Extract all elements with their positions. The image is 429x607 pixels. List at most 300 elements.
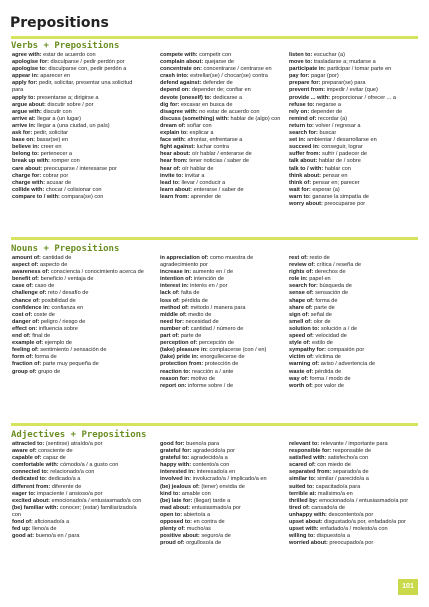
list-item: awareness of: consciencia / conocimiento acerca de [12,269,144,276]
term: pay for: [289,73,310,80]
term: dream of: [160,122,186,129]
term: worry about: [289,200,323,207]
list-item: opposed to: en contra de [160,519,225,526]
term: open to: [160,511,183,518]
list-item: prepare for: preparar(se) para [289,80,366,87]
term: group of: [12,368,37,375]
list-item: apply to: presentarse a; dirigirse a [12,94,99,101]
term: intention of: [160,276,193,283]
term: learn from: [160,193,190,200]
list-item: move to: trasladarse a; mudarse a [289,59,376,66]
list-item: open to: abierto/a a [160,511,211,518]
term: participate in: [289,66,326,73]
term: break up with: [12,158,50,165]
term: worth of: [289,382,313,389]
list-item: group of: grupo de [12,368,61,375]
list-item: cost of: coste de [12,311,55,318]
term: apologise for: [12,59,49,66]
term: proud of: [160,540,185,547]
list-item: example of: ejemplo de [12,340,73,347]
term: increase in: [160,269,192,276]
list-item: think of: pensar en; parecer [289,179,360,186]
term: end of: [12,333,31,340]
term: responsible for: [289,448,332,455]
list-item: return to: volver / regresar a [289,122,361,129]
term: think about: [289,172,322,179]
list-item: (be) late for: (llegar) tarde a [160,497,231,504]
list-item: reaction to: reacción a / ante [160,368,234,375]
list-item: suited to: capacitado/a para [289,483,361,490]
list-item: part of: parte de [160,333,202,340]
list-item: rights of: derechos de [289,269,346,276]
list-item: plenty of: mucho/as [160,526,211,533]
term: connected to: [12,469,49,476]
term: unhappy with: [289,511,327,518]
list-item: excited about: emocionado/a / entusiasmado/a con [12,497,142,504]
list-item: happy with: contento/a con [160,462,230,469]
term: protection from: [160,361,204,368]
list-item: chance of: posibilidad de [12,297,76,304]
term: grateful to: [160,455,190,462]
term: face with: [160,137,186,144]
list-item: crash into: estrellar(se) / chocar(se) contra [160,73,268,80]
list-item: worry about: preocuparse por [289,200,366,207]
term: explain to: [160,130,188,137]
term: relevant to: [289,441,320,447]
list-item: interest in: interés en / por [160,283,228,290]
term: reason for: [160,375,190,382]
term: reaction to: [160,368,191,375]
term: fight against: [160,144,196,151]
section-title: Adjectives + Prepositions [11,430,147,440]
list-item: protection from: protección de [160,361,239,368]
list-item: waste of: pérdida de [289,368,342,375]
list-item: succeed in: conseguir, lograr [289,144,363,151]
list-item: aspect of: aspecto de [12,262,68,269]
term: kind to: [160,490,181,497]
term: apply to: [12,94,36,101]
list-item: solution to: solución a / de [289,325,358,332]
term: discuss (something) with: [160,115,229,122]
term: satisfied with: [289,455,327,462]
term: aware of: [12,448,37,455]
term: confidence in: [12,304,50,311]
list-item: apply for: pedir, solicitar, presentar una solicitud para [12,80,134,94]
list-item: arrive in: llegar a (una ciudad, un país) [12,122,110,129]
term: cost of: [12,311,33,318]
list-item: belong to: pertenecer a [12,151,72,158]
list-item: compete with: competir con [160,52,232,58]
term: share of: [289,304,313,311]
term: hear about: [160,151,191,158]
list-item: good for: bueno/a para [160,441,220,447]
list-item: listen to: escuchar (a) [289,52,345,58]
nouns-col-3 [289,255,417,390]
list-item: amount of: cantidad de [12,255,72,261]
list-item: apologise to: disculparse con, pedir perdón a [12,66,127,73]
term: (be) familiar with: [12,504,59,511]
list-item: (take) pride in: enorgullecerse de [160,354,245,361]
list-item: explain to: explicar a [160,130,214,137]
term: worried about: [289,540,328,547]
list-item: unhappy with: descontento/a por [289,511,374,518]
list-item: fight against: luchar contra [160,144,230,151]
term: report on: [160,382,187,389]
term: succeed in: [289,144,320,151]
term: solution to: [289,325,320,332]
list-item: dedicated to: dedicado/a a [12,476,81,483]
list-item: participate in: participar / tomar parte en [289,66,392,73]
list-item: number of: cantidad / número de [160,325,244,332]
term: return to: [289,122,314,129]
list-item: terrible at: malísimo/a en [289,490,353,497]
list-item: care about: preocuparse / interesarse por [12,165,117,172]
term: dedicated to: [12,476,47,483]
term: learn about: [160,186,193,193]
list-item: sense of: sensación de [289,290,349,297]
list-item: method of: método / manera para [160,304,246,311]
term: rely on: [289,108,310,115]
term: arrive at: [12,115,36,122]
term: speed of: [289,333,314,340]
list-item: agree with: estar de acuerdo con [12,52,96,58]
list-item: challenge of: reto / desafío de [12,290,89,297]
term: feeling of: [12,347,39,354]
verbs-col-2 [160,52,286,201]
list-item: increase in: aumento en / de [160,269,234,276]
term: grateful for: [160,448,192,455]
term: sense of: [289,290,314,297]
list-item: disagree with: no estar de acuerdo con [160,108,260,115]
term: believe in: [12,144,40,151]
list-item: dig for: excavar en busca de [160,101,233,108]
list-item: charge for: cobrar por [12,172,69,179]
list-item: end of: final de [12,333,51,340]
list-item: think about: pensar en [289,172,348,179]
section-title: Nouns + Prepositions [11,244,120,254]
list-item: hear about: oír hablar / enterarse de [160,151,252,158]
term: crash into: [160,73,189,80]
term: move to: [289,59,313,66]
list-item: collide with: chocar / colisionar con [12,186,102,193]
page-title: Prepositions [10,15,109,31]
term: form of: [12,354,34,361]
term: middle of: [160,311,187,318]
list-item: base on: basar(se) en [12,137,68,144]
list-item: proud of: orgulloso/a de [160,540,222,547]
term: upset with: [289,526,319,533]
term: chance of: [12,297,40,304]
list-item: break up with: romper con [12,158,80,165]
term: review of: [289,262,316,269]
term: effect on: [12,325,38,332]
section-title: Verbs + Prepositions [11,41,120,51]
list-item: perception of: percepción de [160,340,234,347]
term: argue with: [12,108,42,115]
verbs-col-1 [12,52,144,201]
term: appear in: [12,73,39,80]
nouns-col-2 [160,255,286,390]
term: search for: [289,283,318,290]
list-item: suffer from: sufrir / padecer de [289,151,368,158]
term: lead to: [160,179,180,186]
term: rest of: [289,255,308,261]
term: good at: [12,533,35,540]
term: compare to / with: [12,193,60,200]
list-item: positive about: seguro/a de [160,533,231,540]
list-item: involved in: involucrado/a / implicado/a en [160,476,267,483]
list-item: provide ... with: proporcionar / ofrecer ... a [289,94,396,101]
list-item: capable of: capaz de [12,455,66,462]
term: (take) pleasure in: [160,347,208,354]
list-item: grateful for: agradecido/a por [160,448,235,455]
list-item: sympathy for: compasión por [289,347,365,354]
term: prepare for: [289,80,321,87]
term: style of: [289,340,311,347]
title-divider [11,36,418,39]
list-item: worth of: por valor de [289,382,345,389]
list-item: kind to: amable con [160,490,211,497]
list-item: learn from: aprender de [160,193,221,200]
list-item: (be) familiar with: conocer; (estar) familiarizado/a con [12,504,139,518]
term: search for: [289,130,318,137]
list-item: connected to: relacionado/a con [12,469,95,476]
list-item: (be) jealous of: (tener) envidia de [160,483,245,490]
term: attracted to: [12,441,45,447]
term: scared of: [289,462,316,469]
term: remind of: [289,115,317,122]
term: aspect of: [12,262,39,269]
list-item: way of: forma / modo de [289,375,351,382]
list-item: grateful to: agradecido/a a [160,455,228,462]
list-item: devote (oneself) to: dedicarse a [160,94,243,101]
list-item: sign of: señal de [289,311,332,318]
term: awareness of: [12,269,50,276]
term: smell of: [289,318,313,325]
term: apply for: [12,80,38,87]
list-item: (take) pleasure in: complacerse (con / en) [160,347,267,354]
term: talk to / with: [289,165,324,172]
list-item: separated from: separado/a de [289,469,369,476]
list-item: believe in: creer en [12,144,62,151]
list-item: scared of: con miedo de [289,462,351,469]
term: opposed to: [160,519,193,526]
list-item: similar to: similar / parecido/a a [289,476,369,483]
list-item: mad about: entusiasmado/a por [160,504,241,511]
list-item: argue about: discutir sobre / por [12,101,94,108]
list-item: ask for: pedir, solicitar [12,130,68,137]
list-item: victim of: víctima de [289,354,341,361]
term: (be) late for: [160,497,193,504]
list-item: compare to / with: compara(se) con [12,193,104,200]
term: agree with: [12,52,42,58]
list-item: form of: forma de [12,354,57,361]
list-item: tired of: cansado/a de [289,504,345,511]
term: (be) jealous of: [160,483,200,490]
list-item: lack of: falta de [160,290,200,297]
term: benefit of: [12,276,40,283]
list-item: case of: caso de [12,283,55,290]
term: upset about: [289,519,323,526]
term: excited about: [12,497,50,504]
term: mad about: [160,504,191,511]
list-item: need for: necesidad de [160,318,219,325]
term: good for: [160,441,185,447]
list-item: depend on: depender de; confiar en [160,87,251,94]
term: willing to: [289,533,316,540]
term: case of: [12,283,34,290]
list-item: responsible for: responsable de [289,448,372,455]
term: complain about: [160,59,204,66]
term: fraction of: [12,361,42,368]
term: part of: [160,333,180,340]
list-item: apologise for: disculparse / pedir perdón por [12,59,125,66]
term: example of: [12,340,44,347]
list-item: smell of: olor de [289,318,331,325]
term: (take) pride in: [160,354,199,361]
list-item: feeling of: sentimiento / sensación de [12,347,107,354]
term: sympathy for: [289,347,326,354]
term: talk about: [289,158,318,165]
term: tired of: [289,504,310,511]
list-item: thrilled by: emocionado/a / entusiasmado/a por [289,497,409,504]
list-item: appear in: aparecer en [12,73,71,80]
term: disagree with: [160,108,198,115]
list-item: learn about: enterarse / saber de [160,186,244,193]
term: positive about: [160,533,200,540]
term: dig for: [160,101,180,108]
list-item: interested in: interesado/a en [160,469,236,476]
term: set in: [289,137,306,144]
term: eager to: [12,490,36,497]
list-item: speed of: velocidad de [289,333,347,340]
term: depend on: [160,87,191,94]
term: involved in: [160,476,192,483]
term: in appreciation of: [160,255,209,261]
term: loss of: [160,297,180,304]
list-item: talk about: hablar de / sobre [289,158,361,165]
term: happy with: [160,462,192,469]
list-item: remind of: recordar (a) [289,115,348,122]
term: rights of: [289,269,314,276]
list-item: warn to: ganarse la simpatía de [289,193,369,200]
list-item: prevent from: impedir / evitar (que) [289,87,378,94]
term: argue about: [12,101,46,108]
term: terrible at: [289,490,317,497]
term: perception of: [160,340,198,347]
list-item: confidence in: confianza en [12,304,84,311]
term: compete with: [160,52,198,58]
term: listen to: [289,52,313,58]
list-item: rely on: depender de [289,108,343,115]
term: capable of: [12,455,42,462]
list-item: upset with: enfadado/a / molesto/a con [289,526,388,533]
list-item: effect on: influencia sobre [12,325,78,332]
list-item: rest of: resto de [289,255,330,261]
term: lack of: [160,290,180,297]
term: thrilled by: [289,497,318,504]
list-item: face with: afrontar, enfrentarse a [160,137,243,144]
list-item: concentrate on: concentrarse / centrarse en [160,66,272,73]
term: plenty of: [160,526,186,533]
adjectives-col-1 [12,441,144,540]
list-item: complain about: quejarse de [160,59,234,66]
list-item: intention of: intención de [160,276,225,283]
term: invite to: [160,172,184,179]
list-item: report on: informe sobre / de [160,382,234,389]
term: method of: [160,304,189,311]
term: ask for: [12,130,33,137]
term: suffer from: [289,151,321,158]
list-item: arrive at: llegar a (un lugar) [12,115,82,122]
list-item: fraction of: parte muy pequeña de [12,361,99,368]
list-item: loss of: pérdida de [160,297,208,304]
term: shape of: [289,297,314,304]
term: devote (oneself) to: [160,94,212,101]
term: suited to: [289,483,315,490]
term: fond of: [12,519,33,526]
list-item: talk to / with: hablar con [289,165,351,172]
list-item: share of: parte de [289,304,335,311]
list-item: lead to: llevar / conducir a [160,179,226,186]
term: think of: [289,179,312,186]
list-item: pay for: pagar (por) [289,73,339,80]
term: challenge of: [12,290,47,297]
term: hear of: [160,165,181,172]
list-item: discuss (something) with: hablar de (algo) con [160,115,281,122]
list-item: charge with: acusar de [12,179,72,186]
adjectives-col-3 [289,441,417,547]
term: interest in: [160,283,189,290]
term: way of: [289,375,309,382]
term: warn to: [289,193,311,200]
list-item: argue with: discutir con [12,108,72,115]
term: comfortable with: [12,462,59,469]
list-item: attracted to: (sentirse) atraído/a por [12,441,103,447]
list-item: warning of: aviso / advertencia de [289,361,376,368]
term: defend against: [160,80,202,87]
list-item: comfortable with: cómodo/a / a gusto con [12,462,119,469]
term: apologise to: [12,66,47,73]
term: base on: [12,137,36,144]
list-item: wait for: esperar (a) [289,186,340,193]
term: hear from: [160,158,188,165]
list-item: good at: bueno/a en / para [12,533,80,540]
list-item: relevant to: relevante / importante para [289,441,388,447]
list-item: search for: buscar [289,130,337,137]
term: number of: [160,325,190,332]
term: charge for: [12,172,42,179]
term: prevent from: [289,87,326,94]
term: collide with: [12,186,45,193]
list-item: hear of: oír hablar de [160,165,214,172]
list-item: role in: papel en [289,276,331,283]
list-item: fed up: lleno/a de [12,526,57,533]
term: belong to: [12,151,40,158]
adjectives-col-2 [160,441,286,547]
nouns-col-1 [12,255,144,376]
term: danger of: [12,318,40,325]
list-item: fond of: aficionado/a a [12,519,70,526]
list-item: style of: estilo de [289,340,333,347]
term: wait for: [289,186,311,193]
term: sign of: [289,311,310,318]
list-item: set in: ambientar / desarrollarse en [289,137,377,144]
term: fed up: [12,526,31,533]
list-item: danger of: peligro / riesgo de [12,318,86,325]
term: provide ... with: [289,94,331,101]
list-item: search for: búsqueda de [289,283,352,290]
